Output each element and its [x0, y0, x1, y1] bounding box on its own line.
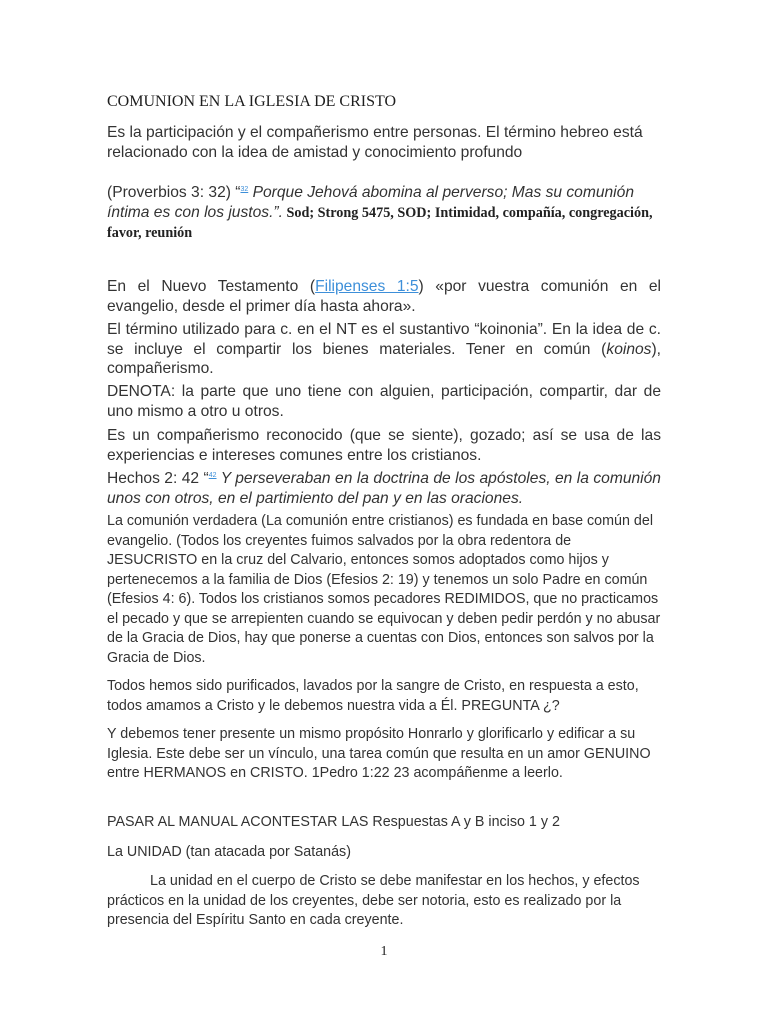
footnote-marker-42[interactable]: 42 — [208, 471, 217, 479]
unidad-heading: La UNIDAD (tan atacada por Satanás) — [107, 844, 351, 860]
termino-text: El término utilizado para c. en el NT es el sustantivo “koinonia”. En la idea de c. se incluye el compartir los bienes materiales. Tener en común ( — [107, 321, 661, 358]
page-number: 1 — [380, 944, 388, 959]
purificados-paragraph: Todos hemos sido purificados, lavados por la sangre de Cristo, en respuesta a esto, todos amamos a Cristo y le debemos nuestra vida a Él. PREGUNTA ¿? — [107, 678, 639, 714]
filipenses-link[interactable]: Filipenses 1:5 — [315, 278, 419, 295]
koinos-term: koinos — [606, 340, 652, 358]
comunion-verdadera-paragraph: La comunión verdadera (La comunión entre cristianos) es fundada en base común del evangelio. (Todos los creyentes fuimos salvados por la obra redentora de JESUCRISTO en la cruz del Calvario, entonces somos adoptados como hijos y pertenecemos a la familia de Dios (Efesios 2: 19) y tenemos un solo Padre en común (Efesios 4: 6). Todos los cristianos somos pecadores REDIMIDOS, que no practicamos el pecado y que se arrepienten cuando se equivocan y deben pedir perdón y no abusar de la Gracia de Dios, hay que ponerse a cuentas con Dios, entonces son salvos por la Gracia de Dios. — [107, 513, 661, 666]
page-title: COMUNION EN LA IGLESIA DE CRISTO — [107, 93, 397, 110]
termino-text-end: ), compañerismo. — [107, 340, 661, 377]
intro-paragraph: Es la participación y el compañerismo entre personas. El término hebreo está relacionado con la idea de amistad y conocimiento profundo — [107, 124, 643, 161]
nt-suffix: ) «por vuestra comunión en el evangelio, desde el primer día hasta ahora». — [107, 278, 661, 315]
unidad-paragraph: La unidad en el cuerpo de Cristo se debe manifestar en los hechos, y efectos prácticos en la unidad de los creyentes, debe ser notoria, esto es realizado por la presencia del Espíritu Santo en cada creyente. — [107, 873, 640, 928]
nt-prefix: En el Nuevo Testamento ( — [107, 278, 316, 295]
proposito-paragraph: Y debemos tener presente un mismo propósito Honrarlo y glorificarlo y edificar a su Iglesia. Este debe ser un vínculo, una tarea común que resulta en un amor GENUINO entre HERMANOS en CRISTO. 1Pedro 1:22 23 acompáñenme a leerlo. — [107, 726, 651, 781]
termino-paragraph — [107, 320, 661, 379]
proverbios-paragraph — [107, 183, 661, 244]
proverbios-reference: (Proverbios 3: 32) “ — [107, 184, 241, 201]
manual-instruction: PASAR AL MANUAL ACONTESTAR LAS Respuestas A y B inciso 1 y 2 — [107, 814, 560, 830]
companerismo-paragraph: Es un compañerismo reconocido (que se siente), gozado; así se usa de las experiencias e intereses comunes entre los cristianos. — [107, 427, 661, 464]
proverbios-verse: Porque Jehová abomina al perverso; Mas su comunión íntima es con los justos.”. — [107, 184, 634, 221]
hechos-paragraph — [107, 469, 661, 508]
hechos-reference: Hechos 2: 42 “ — [107, 470, 209, 487]
hechos-verse: Y perseveraban en la doctrina de los apóstoles, en la comunión unos con otros, en el partimiento del pan y en las oraciones. — [107, 470, 661, 507]
footnote-marker-32[interactable]: 32 — [240, 185, 249, 193]
strong-note: Sod; Strong 5475, SOD; Intimidad, compañía, congregación, favor, reunión — [107, 204, 653, 241]
denota-paragraph: DENOTA: la parte que uno tiene con alguien, participación, compartir, dar de uno mismo a otro u otros. — [107, 383, 661, 420]
nuevo-testamento-paragraph — [107, 277, 661, 316]
